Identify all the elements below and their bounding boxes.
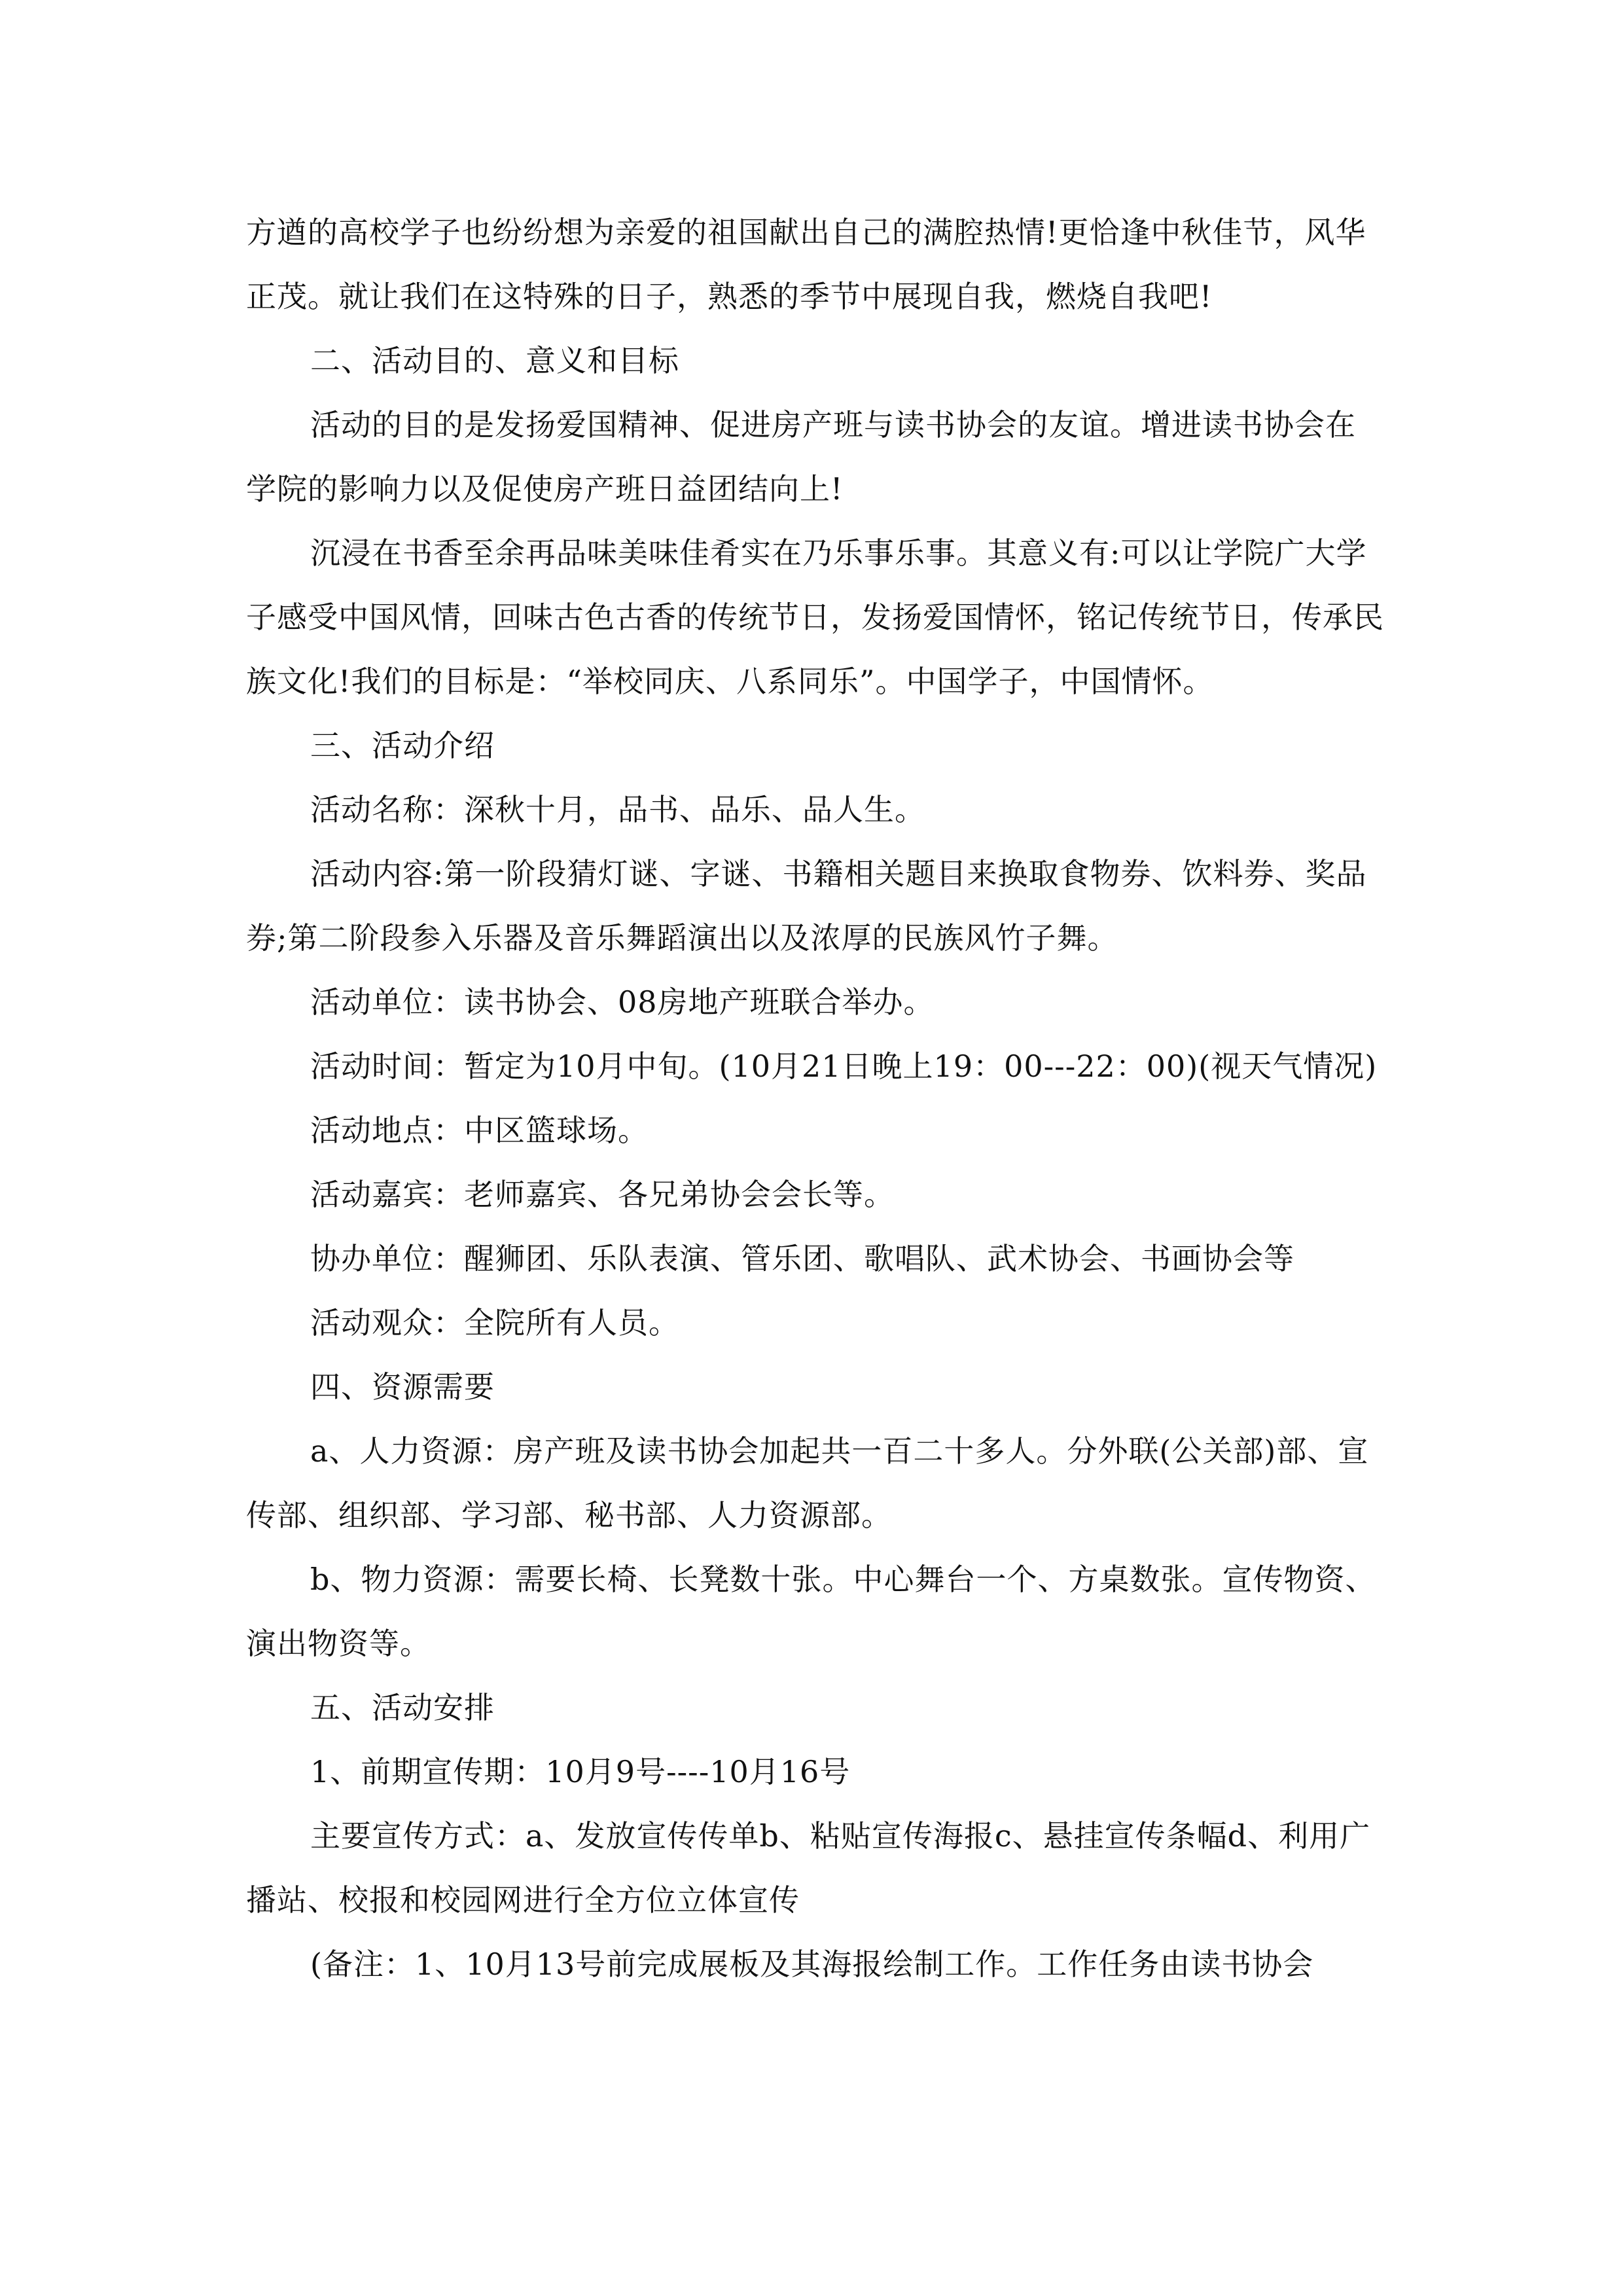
section-heading-schedule: 五、活动安排 [310,1690,495,1725]
paragraph-activity-guests: 活动嘉宾：老师嘉宾、各兄弟协会会长等。 [310,1177,895,1212]
paragraph-human-resources: a、人力资源：房产班及读书协会加起共一百二十多人。分外联(公关部)部、宣传部、组织部、学习部、秘书部、人力资源部。 [246,1433,1369,1533]
section-heading-resources: 四、资源需要 [310,1369,495,1405]
document-body [246,200,1385,1996]
paragraph-activity-time: 活动时间：暂定为10月中旬。(10月21日晚上19：00---22：00)(视天气情况) [310,1049,1378,1084]
paragraph-purpose: 活动的目的是发扬爱国精神、促进房产班与读书协会的友谊。增进读书协会在学院的影响力以及促使房产班日益团结向上! [246,407,1356,507]
paragraph-activity-name: 活动名称：深秋十月，品书、品乐、品人生。 [310,792,925,827]
paragraph-activity-location: 活动地点：中区篮球场。 [310,1113,649,1148]
paragraph-promotion-period: 1、前期宣传期：10月9号----10月16号 [310,1754,851,1789]
paragraph-activity-content: 活动内容:第一阶段猜灯谜、字谜、书籍相关题目来换取食物券、饮料券、奖品券;第二阶段参入乐器及音乐舞蹈演出以及浓厚的民族风竹子舞。 [246,856,1367,956]
paragraph-intro-continuation: 方遒的高校学子也纷纷想为亲爱的祖国献出自己的满腔热情!更恰逢中秋佳节，风华正茂。就让我们在这特殊的日子，熟悉的季节中展现自我，燃烧自我吧! [246,215,1366,314]
paragraph-activity-organizer: 活动单位：读书协会、08房地产班联合举办。 [310,984,935,1020]
paragraph-significance: 沉浸在书香至余再品味美味佳肴实在乃乐事乐事。其意义有:可以让学院广大学子感受中国风情，回味古色古香的传统节日，发扬爱国情怀，铭记传统节日，传承民族文化!我们的目标是：“举校同庆、八系同乐”。中国学子，中国情怀。 [246,535,1384,699]
paragraph-material-resources: b、物力资源：需要长椅、长凳数十张。中心舞台一个、方桌数张。宣传物资、演出物资等。 [246,1562,1376,1661]
paragraph-co-organizers: 协办单位：醒狮团、乐队表演、管乐团、歌唱队、武术协会、书画协会等 [310,1241,1294,1276]
section-heading-introduction: 三、活动介绍 [310,728,495,763]
paragraph-promotion-methods: 主要宣传方式：a、发放宣传传单b、粘贴宣传海报c、悬挂宣传条幅d、利用广播站、校报和校园网进行全方位立体宣传 [246,1818,1371,1918]
section-heading-goals: 二、活动目的、意义和目标 [310,343,679,378]
paragraph-audience: 活动观众：全院所有人员。 [310,1305,679,1340]
paragraph-remarks: (备注：1、10月13号前完成展板及其海报绘制工作。工作任务由读书协会 [310,1946,1314,1982]
